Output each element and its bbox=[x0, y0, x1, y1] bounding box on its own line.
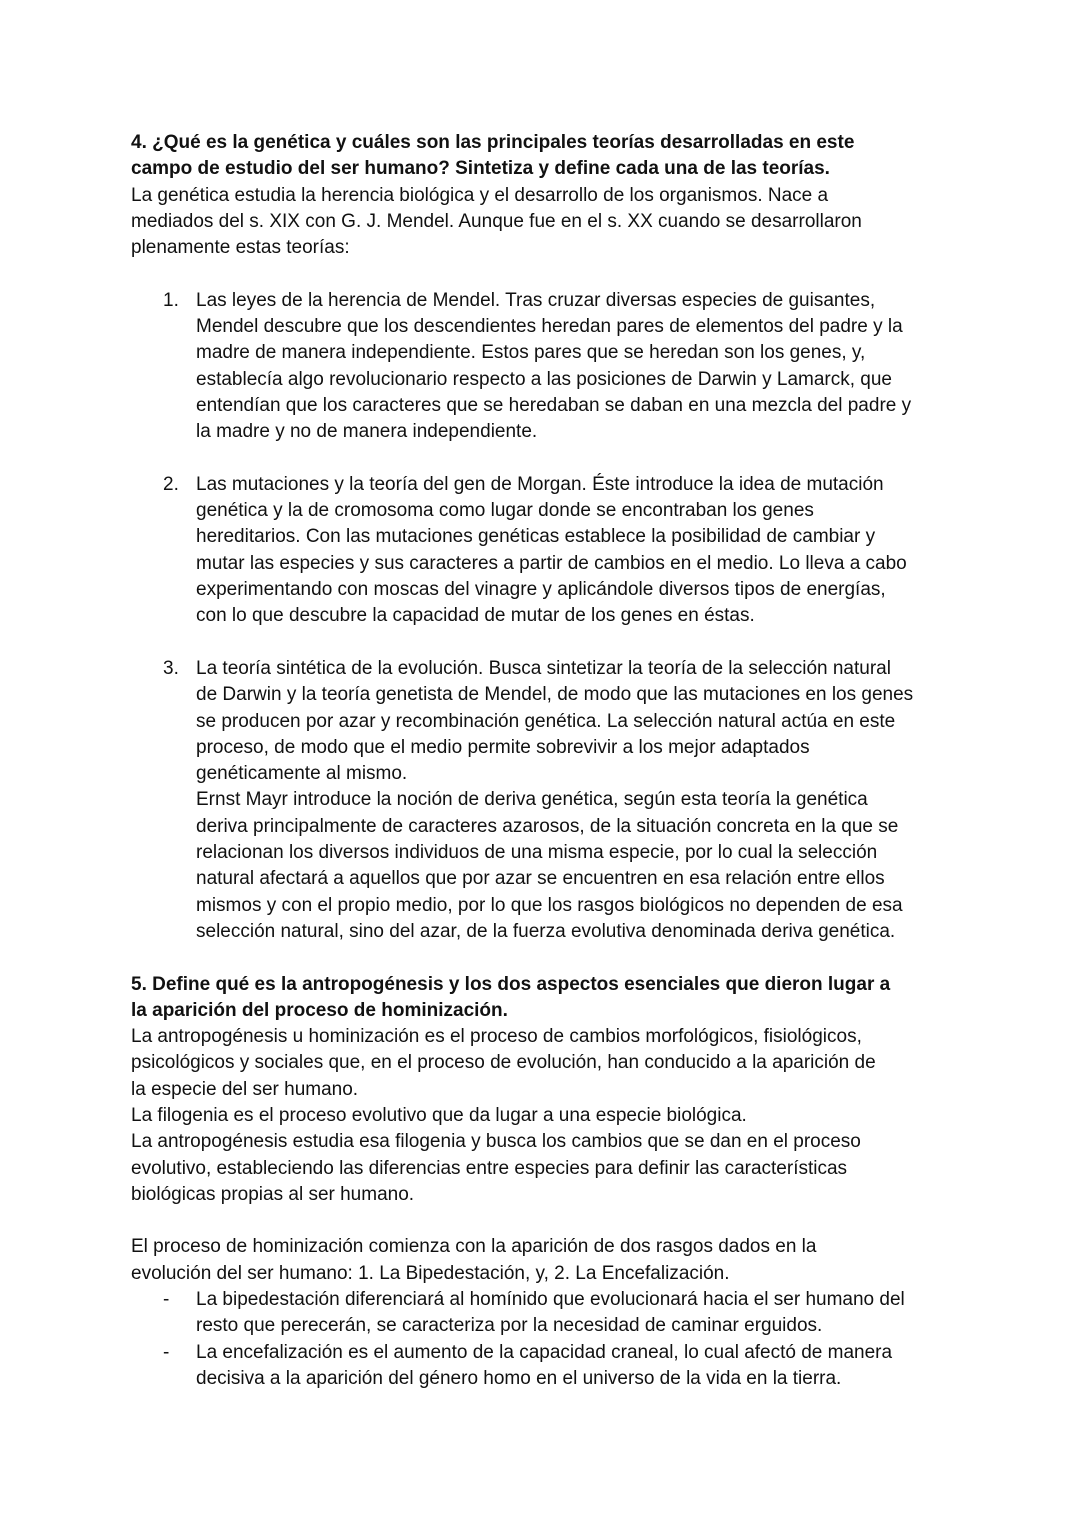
document-page bbox=[131, 130, 913, 1392]
bullet-list-item-marker: - bbox=[163, 1341, 170, 1363]
bullet-list-item-line: La bipedestación diferenciará al homínido que evolucionará hacia el ser humano del bbox=[196, 1289, 905, 1311]
paragraph-line: plenamente estas teorías: bbox=[131, 237, 350, 259]
numbered-list-item-line: deriva principalmente de caracteres azarosos, de la situación concreta en la que se bbox=[196, 815, 899, 837]
numbered-list-item-line: establecía algo revolucionario respecto a las posiciones de Darwin y Lamarck, que bbox=[196, 368, 892, 390]
paragraph-line: la especie del ser humano. bbox=[131, 1078, 359, 1100]
numbered-list-item-line: Las leyes de la herencia de Mendel. Tras cruzar diversas especies de guisantes, bbox=[196, 289, 876, 311]
heading-line: la aparición del proceso de hominización. bbox=[131, 999, 508, 1021]
numbered-list-item-line: de Darwin y la teoría genetista de Mendel, de modo que las mutaciones en los genes bbox=[196, 684, 914, 706]
heading-line: 5. Define qué es la antropogénesis y los dos aspectos esenciales que dieron lugar a bbox=[131, 973, 891, 995]
paragraph-line: La filogenia es el proceso evolutivo que da lugar a una especie biológica. bbox=[131, 1104, 747, 1126]
bullet-list-item-line: resto que perecerán, se caracteriza por la necesidad de caminar erguidos. bbox=[196, 1315, 823, 1337]
bullet-list-item bbox=[131, 1287, 913, 1340]
paragraph-line: El proceso de hominización comienza con la aparición de dos rasgos dados en la bbox=[131, 1236, 817, 1258]
paragraph-line: psicológicos y sociales que, en el proceso de evolución, han conducido a la aparición de bbox=[131, 1052, 876, 1074]
numbered-list-item-line: hereditarios. Con las mutaciones genéticas establece la posibilidad de cambiar y bbox=[196, 526, 876, 548]
numbered-list-item-line: La teoría sintética de la evolución. Busca sintetizar la teoría de la selección natural bbox=[196, 657, 891, 679]
numbered-list-item-marker: 1. bbox=[163, 289, 179, 311]
paragraph-line: La antropogénesis estudia esa filogenia y busca los cambios que se dan en el proceso bbox=[131, 1131, 861, 1153]
numbered-list-item-line: se producen por azar y recombinación genética. La selección natural actúa en este bbox=[196, 710, 896, 732]
paragraph-line: evolución del ser humano: 1. La Bipedestación, y, 2. La Encefalización. bbox=[131, 1262, 730, 1284]
bullet-list-item bbox=[131, 1340, 913, 1393]
paragraph-line: La antropogénesis u hominización es el proceso de cambios morfológicos, fisiológicos, bbox=[131, 1026, 862, 1048]
numbered-list-item-line: la madre y no de manera independiente. bbox=[196, 421, 538, 443]
bullet-list-item-marker: - bbox=[163, 1289, 170, 1311]
blank-line bbox=[131, 630, 913, 656]
blank-line bbox=[131, 446, 913, 472]
numbered-list-item bbox=[131, 288, 913, 446]
blank-line bbox=[131, 1208, 913, 1234]
numbered-list-item-line: entendían que los caracteres que se heredaban se daban en una mezcla del padre y bbox=[196, 394, 912, 416]
numbered-list-item-line: genéticamente al mismo. bbox=[196, 763, 408, 785]
numbered-list-item-line: relacionan los diversos individuos de una misma especie, por lo cual la selección bbox=[196, 842, 878, 864]
blank-line bbox=[131, 945, 913, 971]
paragraph-line: mediados del s. XIX con G. J. Mendel. Aunque fue en el s. XX cuando se desarrollaron bbox=[131, 210, 862, 232]
question-5-intro bbox=[131, 1024, 913, 1208]
numbered-list-item bbox=[131, 472, 913, 630]
numbered-list-item-line: Ernst Mayr introduce la noción de deriva genética, según esta teoría la genética bbox=[196, 789, 868, 811]
numbered-list-item-marker: 3. bbox=[163, 657, 179, 679]
numbered-list-item-line: natural afectará a aquellos que por azar se encuentren en esa relación entre ellos bbox=[196, 868, 885, 890]
numbered-list-item-line: genética y la de cromosoma como lugar donde se encontraban los genes bbox=[196, 500, 814, 522]
numbered-list-item bbox=[131, 656, 913, 945]
numbered-list-item-line: proceso, de modo que el medio permite sobrevivir a los mejor adaptados bbox=[196, 736, 810, 758]
bullet-list-item-line: La encefalización es el aumento de la capacidad craneal, lo cual afectó de manera bbox=[196, 1341, 893, 1363]
heading-line: 4. ¿Qué es la genética y cuáles son las principales teorías desarrolladas en este bbox=[131, 132, 855, 153]
paragraph-line: biológicas propias al ser humano. bbox=[131, 1183, 415, 1205]
question-4-intro bbox=[131, 183, 913, 262]
question-5-paragraph bbox=[131, 1234, 913, 1287]
blank-line bbox=[131, 261, 913, 287]
bullet-list-item-line: decisiva a la aparición del género homo en el universo de la vida en la tierra. bbox=[196, 1367, 842, 1389]
numbered-list-item-marker: 2. bbox=[163, 473, 179, 495]
question-5-heading bbox=[131, 972, 913, 1025]
numbered-list-item-line: Mendel descubre que los descendientes heredan pares de elementos del padre y la bbox=[196, 316, 903, 338]
question-4-heading bbox=[131, 130, 913, 183]
numbered-list-item-line: madre de manera independiente. Estos pares que se heredan son los genes, y, bbox=[196, 342, 866, 364]
heading-line: campo de estudio del ser humano? Sintetiza y define cada una de las teorías. bbox=[131, 158, 830, 180]
numbered-list-item-line: mismos y con el propio medio, por lo que los rasgos biológicos no dependen de esa bbox=[196, 894, 903, 916]
paragraph-line: evolutivo, estableciendo las diferencias entre especies para definir las características bbox=[131, 1157, 848, 1179]
numbered-list-item-line: experimentando con moscas del vinagre y aplicándole diversos tipos de energías, bbox=[196, 579, 886, 601]
paragraph-line: La genética estudia la herencia biológica y el desarrollo de los organismos. Nace a bbox=[131, 184, 829, 206]
numbered-list-item-line: con lo que descubre la capacidad de mutar de los genes en éstas. bbox=[196, 605, 755, 627]
numbered-list-item-line: Las mutaciones y la teoría del gen de Morgan. Éste introduce la idea de mutación bbox=[196, 473, 884, 495]
numbered-list-item-line: selección natural, sino del azar, de la fuerza evolutiva denominada deriva genética. bbox=[196, 920, 896, 942]
numbered-list-item-line: mutar las especies y sus caracteres a partir de cambios en el medio. Lo lleva a cabo bbox=[196, 552, 907, 574]
